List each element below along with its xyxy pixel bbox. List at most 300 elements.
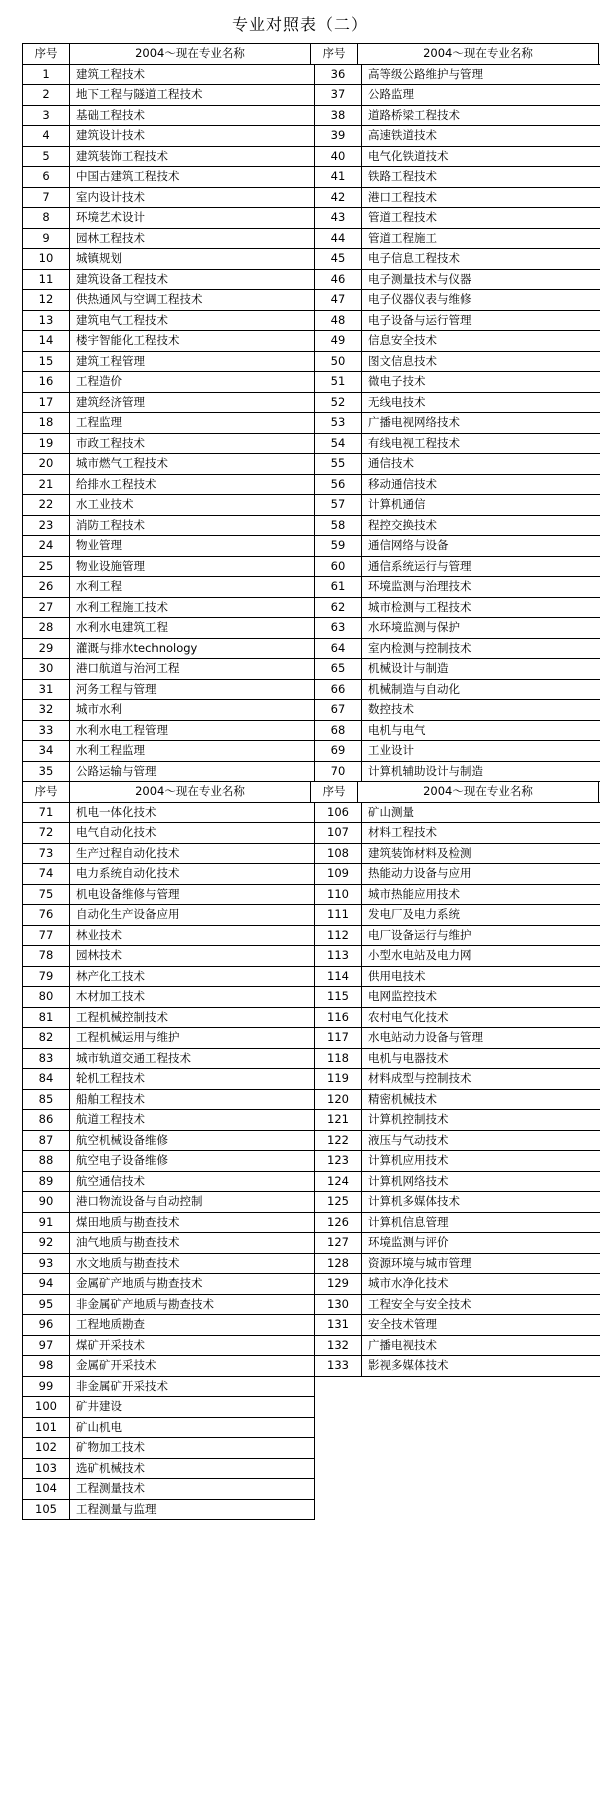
table-row [23,659,600,680]
table-body-block2 [23,802,600,1520]
row-number-left: 81 [23,1007,70,1028]
row-major-left: 港口物流设备与自动控制 [70,1192,315,1213]
row-number-right: 127 [315,1233,362,1254]
row-major-left: 供热通风与空调工程技术 [70,290,315,311]
row-number-right: 69 [315,741,362,762]
row-major-right: 机械制造与自动化 [362,679,600,700]
row-major-right: 液压与气动技术 [362,1130,600,1151]
row-major-right: 计算机网络技术 [362,1171,600,1192]
row-number-left: 34 [23,741,70,762]
row-number-right: 46 [315,269,362,290]
row-major-right: 材料成型与控制技术 [362,1069,600,1090]
row-major-right: 微电子技术 [362,372,600,393]
row-number-right: 123 [315,1151,362,1172]
row-number-left: 98 [23,1356,70,1377]
table-row [23,454,600,475]
row-major-right: 数控技术 [362,700,600,721]
row-major-left: 工程监理 [70,413,315,434]
row-number-left: 93 [23,1253,70,1274]
table-row [23,310,600,331]
table-row [23,1458,600,1479]
table-row [23,433,600,454]
row-major-right: 电子信息工程技术 [362,249,600,270]
row-major-left: 楼宇智能化工程技术 [70,331,315,352]
row-number-right: 65 [315,659,362,680]
row-major-left: 灌溉与排水technology [70,638,315,659]
row-number-left: 71 [23,802,70,823]
row-major-left: 油气地质与勘查技术 [70,1233,315,1254]
table-header-row-1 [23,44,599,65]
table-row [23,515,600,536]
row-number-right: 40 [315,146,362,167]
row-number-right: 62 [315,597,362,618]
table-body-header2 [23,782,599,803]
row-major-left: 非金属矿产地质与勘查技术 [70,1294,315,1315]
row-major-left: 环境艺术设计 [70,208,315,229]
comparison-table [22,43,599,65]
row-major-right: 发电厂及电力系统 [362,905,600,926]
table-row [23,761,600,782]
header-name-right: 2004～现在专业名称 [358,44,599,65]
row-major-left: 水利工程施工技术 [70,597,315,618]
row-number-right: 48 [315,310,362,331]
row-number-right: 118 [315,1048,362,1069]
table-row [23,987,600,1008]
row-major-left: 航空机械设备维修 [70,1130,315,1151]
row-major-left: 矿山机电 [70,1417,315,1438]
row-number-right [315,1417,362,1438]
row-major-left: 机电一体化技术 [70,802,315,823]
row-number-right: 49 [315,331,362,352]
row-major-left: 公路运输与管理 [70,761,315,782]
row-major-left: 基础工程技术 [70,105,315,126]
row-major-left: 矿物加工技术 [70,1438,315,1459]
row-number-left: 26 [23,577,70,598]
row-number-left: 18 [23,413,70,434]
table-row [23,1397,600,1418]
row-number-left: 77 [23,925,70,946]
row-number-right: 53 [315,413,362,434]
row-major-left: 工程地质勘查 [70,1315,315,1336]
row-number-right: 56 [315,474,362,495]
row-number-right: 108 [315,843,362,864]
row-number-left: 3 [23,105,70,126]
row-number-left: 21 [23,474,70,495]
table-row [23,1417,600,1438]
table-row [23,413,600,434]
row-number-right: 111 [315,905,362,926]
row-number-right: 122 [315,1130,362,1151]
row-number-right: 54 [315,433,362,454]
table-row [23,372,600,393]
row-number-right: 64 [315,638,362,659]
row-major-right: 高速铁道技术 [362,126,600,147]
table-body [23,44,599,65]
row-major-right: 工程安全与安全技术 [362,1294,600,1315]
row-number-right: 59 [315,536,362,557]
row-number-left: 15 [23,351,70,372]
row-major-left: 城市水利 [70,700,315,721]
row-major-right: 电子仪器仪表与维修 [362,290,600,311]
row-major-right: 水环境监测与保护 [362,618,600,639]
row-major-right: 精密机械技术 [362,1089,600,1110]
row-number-right: 113 [315,946,362,967]
table-row [23,269,600,290]
row-major-right: 图文信息技术 [362,351,600,372]
row-major-left: 煤矿开采技术 [70,1335,315,1356]
header2-name-left: 2004～现在专业名称 [70,782,311,803]
row-major-left: 煤田地质与勘查技术 [70,1212,315,1233]
row-number-right: 107 [315,823,362,844]
table-row [23,843,600,864]
row-number-left: 19 [23,433,70,454]
row-number-right: 109 [315,864,362,885]
row-major-left: 建筑电气工程技术 [70,310,315,331]
row-major-left: 工程测量与监理 [70,1499,315,1520]
row-major-left: 物业管理 [70,536,315,557]
row-major-left: 航空电子设备维修 [70,1151,315,1172]
row-number-left: 91 [23,1212,70,1233]
table-row [23,1335,600,1356]
table-row [23,905,600,926]
row-major-left: 选矿机械技术 [70,1458,315,1479]
row-major-left: 电力系统自动化技术 [70,864,315,885]
table-row [23,146,600,167]
table-row [23,1089,600,1110]
row-major-right: 小型水电站及电力网 [362,946,600,967]
row-number-right: 110 [315,884,362,905]
row-major-left: 建筑装饰工程技术 [70,146,315,167]
table-row [23,884,600,905]
table-row [23,1274,600,1295]
row-major-right: 水电站动力设备与管理 [362,1028,600,1049]
row-number-left: 22 [23,495,70,516]
table-row [23,1171,600,1192]
table-row [23,1110,600,1131]
row-major-right: 公路监理 [362,85,600,106]
row-major-right: 有线电视工程技术 [362,433,600,454]
row-major-right: 安全技术管理 [362,1315,600,1336]
row-number-right: 106 [315,802,362,823]
row-number-left: 86 [23,1110,70,1131]
row-number-right: 132 [315,1335,362,1356]
comparison-table-header-2 [22,781,599,803]
row-major-right: 程控交换技术 [362,515,600,536]
row-number-left: 31 [23,679,70,700]
row-major-right: 热能动力设备与应用 [362,864,600,885]
row-number-left: 13 [23,310,70,331]
row-major-left: 自动化生产设备应用 [70,905,315,926]
row-major-left: 轮机工程技术 [70,1069,315,1090]
row-number-right: 120 [315,1089,362,1110]
row-major-left: 林产化工技术 [70,966,315,987]
table-row [23,474,600,495]
row-major-right: 环境监测与治理技术 [362,577,600,598]
row-number-left: 11 [23,269,70,290]
row-number-right: 51 [315,372,362,393]
row-major-left: 金属矿开采技术 [70,1356,315,1377]
row-number-left: 7 [23,187,70,208]
row-number-right [315,1499,362,1520]
row-number-right: 116 [315,1007,362,1028]
row-number-right: 124 [315,1171,362,1192]
table-row [23,1499,600,1520]
row-number-left: 92 [23,1233,70,1254]
row-major-left: 非金属矿开采技术 [70,1376,315,1397]
table-row [23,1479,600,1500]
row-major-left: 建筑经济管理 [70,392,315,413]
comparison-table-rows-2 [22,802,600,1521]
table-row [23,208,600,229]
row-number-left: 79 [23,966,70,987]
row-major-right: 资源环境与城市管理 [362,1253,600,1274]
row-major-left: 建筑设计技术 [70,126,315,147]
row-major-right: 管道工程技术 [362,208,600,229]
table-row [23,187,600,208]
row-number-right: 45 [315,249,362,270]
row-number-left: 17 [23,392,70,413]
row-major-right: 环境监测与评价 [362,1233,600,1254]
table-row [23,249,600,270]
row-number-right: 58 [315,515,362,536]
row-major-right: 计算机应用技术 [362,1151,600,1172]
row-major-right: 影视多媒体技术 [362,1356,600,1377]
row-major-right: 电子设备与运行管理 [362,310,600,331]
header2-num-left: 序号 [23,782,70,803]
row-number-right: 130 [315,1294,362,1315]
table-row [23,1294,600,1315]
row-major-left: 建筑设备工程技术 [70,269,315,290]
row-number-left: 82 [23,1028,70,1049]
row-number-right: 125 [315,1192,362,1213]
row-number-right: 37 [315,85,362,106]
row-major-left: 建筑工程技术 [70,64,315,85]
row-major-left: 给排水工程技术 [70,474,315,495]
row-major-right: 计算机多媒体技术 [362,1192,600,1213]
row-major-left: 矿井建设 [70,1397,315,1418]
row-major-left: 物业设施管理 [70,556,315,577]
row-number-right: 41 [315,167,362,188]
row-number-left: 8 [23,208,70,229]
table-row [23,1233,600,1254]
row-number-left: 80 [23,987,70,1008]
row-number-right: 38 [315,105,362,126]
row-major-left: 水文地质与勘查技术 [70,1253,315,1274]
row-major-left: 生产过程自动化技术 [70,843,315,864]
row-major-left: 金属矿产地质与勘查技术 [70,1274,315,1295]
row-number-left: 2 [23,85,70,106]
header2-name-right: 2004～现在专业名称 [358,782,599,803]
row-number-right: 128 [315,1253,362,1274]
row-major-right: 港口工程技术 [362,187,600,208]
table-row [23,126,600,147]
row-number-left: 25 [23,556,70,577]
row-major-right: 农村电气化技术 [362,1007,600,1028]
row-major-right: 电机与电器技术 [362,1048,600,1069]
row-major-left: 建筑工程管理 [70,351,315,372]
table-row [23,85,600,106]
row-number-left: 16 [23,372,70,393]
row-major-left: 航道工程技术 [70,1110,315,1131]
row-major-right [362,1376,600,1397]
row-major-left: 港口航道与治河工程 [70,659,315,680]
table-row [23,946,600,967]
table-row [23,167,600,188]
table-row [23,1069,600,1090]
row-number-right: 57 [315,495,362,516]
row-number-right: 39 [315,126,362,147]
row-major-left: 船舶工程技术 [70,1089,315,1110]
row-major-right: 电机与电气 [362,720,600,741]
row-major-right: 矿山测量 [362,802,600,823]
page-title: 专业对照表（二） [231,15,368,34]
row-major-left: 市政工程技术 [70,433,315,454]
row-major-left: 工程机械控制技术 [70,1007,315,1028]
row-major-left: 消防工程技术 [70,515,315,536]
row-major-left: 机电设备维修与管理 [70,884,315,905]
table-row [23,1151,600,1172]
row-major-left: 航空通信技术 [70,1171,315,1192]
row-number-right: 61 [315,577,362,598]
row-number-left: 90 [23,1192,70,1213]
row-major-left: 室内设计技术 [70,187,315,208]
row-number-left: 28 [23,618,70,639]
row-number-right: 119 [315,1069,362,1090]
table-row [23,823,600,844]
row-major-right [362,1458,600,1479]
row-number-right: 121 [315,1110,362,1131]
row-major-right: 无线电技术 [362,392,600,413]
row-major-right: 城市检测与工程技术 [362,597,600,618]
header2-num-right: 序号 [311,782,358,803]
row-major-right [362,1438,600,1459]
row-major-right: 管道工程施工 [362,228,600,249]
row-number-left: 23 [23,515,70,536]
row-major-right: 电子测量技术与仪器 [362,269,600,290]
row-major-right [362,1397,600,1418]
row-number-right: 36 [315,64,362,85]
row-number-left: 9 [23,228,70,249]
row-number-left: 103 [23,1458,70,1479]
row-major-right: 计算机通信 [362,495,600,516]
row-number-left: 32 [23,700,70,721]
row-number-right [315,1458,362,1479]
row-major-left: 工程造价 [70,372,315,393]
row-number-left: 100 [23,1397,70,1418]
table-row [23,597,600,618]
table-row [23,638,600,659]
table-row [23,290,600,311]
row-number-left: 101 [23,1417,70,1438]
row-major-right: 供用电技术 [362,966,600,987]
row-major-right: 城市热能应用技术 [362,884,600,905]
table-header-row-2 [23,782,599,803]
table-row [23,720,600,741]
row-major-right: 建筑装饰材料及检测 [362,843,600,864]
row-number-left: 24 [23,536,70,557]
table-row [23,925,600,946]
row-number-right: 42 [315,187,362,208]
row-number-left: 83 [23,1048,70,1069]
row-number-left: 72 [23,823,70,844]
row-number-right: 129 [315,1274,362,1295]
row-major-right: 信息安全技术 [362,331,600,352]
table-row [23,966,600,987]
row-number-right: 43 [315,208,362,229]
table-row [23,556,600,577]
row-major-right: 计算机辅助设计与制造 [362,761,600,782]
row-major-right: 铁路工程技术 [362,167,600,188]
table-row [23,392,600,413]
row-major-right: 广播电视网络技术 [362,413,600,434]
row-major-right: 移动通信技术 [362,474,600,495]
table-row [23,64,600,85]
row-major-left: 城镇规划 [70,249,315,270]
row-number-right: 115 [315,987,362,1008]
row-major-left: 城市燃气工程技术 [70,454,315,475]
row-major-left: 工程测量技术 [70,1479,315,1500]
row-major-left: 水利工程 [70,577,315,598]
row-number-right: 126 [315,1212,362,1233]
table-row [23,1130,600,1151]
row-major-right: 计算机信息管理 [362,1212,600,1233]
table-row [23,1356,600,1377]
table-row [23,618,600,639]
table-row [23,1315,600,1336]
row-number-left: 10 [23,249,70,270]
row-number-left: 89 [23,1171,70,1192]
row-major-right: 电厂设备运行与维护 [362,925,600,946]
row-major-right: 通信系统运行与管理 [362,556,600,577]
table-row [23,1028,600,1049]
row-major-left: 林业技术 [70,925,315,946]
row-number-right: 44 [315,228,362,249]
row-major-left: 中国古建筑工程技术 [70,167,315,188]
row-major-left: 水利工程监理 [70,741,315,762]
row-number-left: 12 [23,290,70,311]
row-number-left: 74 [23,864,70,885]
row-number-right: 67 [315,700,362,721]
row-number-left: 96 [23,1315,70,1336]
row-number-left: 87 [23,1130,70,1151]
row-number-left: 95 [23,1294,70,1315]
row-number-left: 99 [23,1376,70,1397]
row-number-right: 114 [315,966,362,987]
row-number-right: 55 [315,454,362,475]
row-number-left: 84 [23,1069,70,1090]
row-number-right: 133 [315,1356,362,1377]
row-number-left: 4 [23,126,70,147]
row-number-left: 78 [23,946,70,967]
row-major-right: 材料工程技术 [362,823,600,844]
row-number-left: 105 [23,1499,70,1520]
table-row [23,105,600,126]
table-body-block1 [23,64,600,782]
row-number-left: 73 [23,843,70,864]
row-major-right: 计算机控制技术 [362,1110,600,1131]
row-number-left: 97 [23,1335,70,1356]
row-number-right: 52 [315,392,362,413]
row-major-left: 河务工程与管理 [70,679,315,700]
table-row [23,495,600,516]
row-number-left: 104 [23,1479,70,1500]
row-major-right: 电气化铁道技术 [362,146,600,167]
row-number-right: 50 [315,351,362,372]
row-number-left: 20 [23,454,70,475]
row-number-left: 76 [23,905,70,926]
table-row [23,1212,600,1233]
row-number-right [315,1376,362,1397]
